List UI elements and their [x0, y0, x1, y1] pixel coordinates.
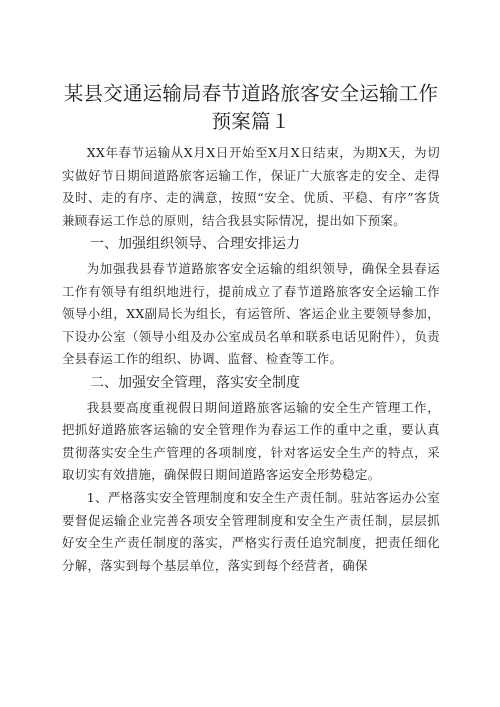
- document-title: 某县交通运输局春节道路旅客安全运输工作预案篇１: [63, 82, 439, 133]
- document-page: [62, 80, 440, 577]
- intro-paragraph: XX年春节运输从X月X日开始至X月X日结束，为期X天，为切实做好节日期间道路旅客运输工作，保证广大旅客走的安全、走得及时、走的有序、走的满意，按照“安全、优质、平稳、有序”客货兼顾春运工作总的原则，结合我县实际情况，提出如下预案。: [62, 145, 440, 228]
- section-2-paragraph: 我县要高度重视假日期间道路旅客运输的安全生产管理工作，把抓好道路旅客运输的安全管理作为春运工作的重中之重，要认真贯彻落实安全生产管理的各项制度，针对客运安全生产的特点，采取切实有效措施，确保假日期间道路客运安全形势稳定。: [62, 399, 440, 483]
- section-2-item-1-paragraph: 1、严格落实安全管理制度和安全生产责任制。驻站客运办公室要督促运输企业完善各项安全管理制度和安全生产责任制，层层抓好安全生产责任制度的落实，严格实行责任追究制度，把责任细化分解，落实到每个基层单位，落实到每个经营者，确保: [62, 489, 440, 573]
- section-1-heading: 一、加强组织领导、合理安排运力: [90, 236, 300, 253]
- section-2-heading: 二、加强安全管理，落实安全制度: [90, 374, 300, 391]
- section-1-paragraph: 为加强我县春节道路旅客安全运输的组织领导，确保全县春运工作有领导有组织地进行，提前成立了春节道路旅客安全运输工作领导小组，XX副局长为组长，有运管所、客运企业主要领导参加，下设办公室（领导小组及办公室成员名单和联系电话见附件），负责全县春运工作的组织、协调、监督、检查等工作。: [62, 260, 440, 367]
